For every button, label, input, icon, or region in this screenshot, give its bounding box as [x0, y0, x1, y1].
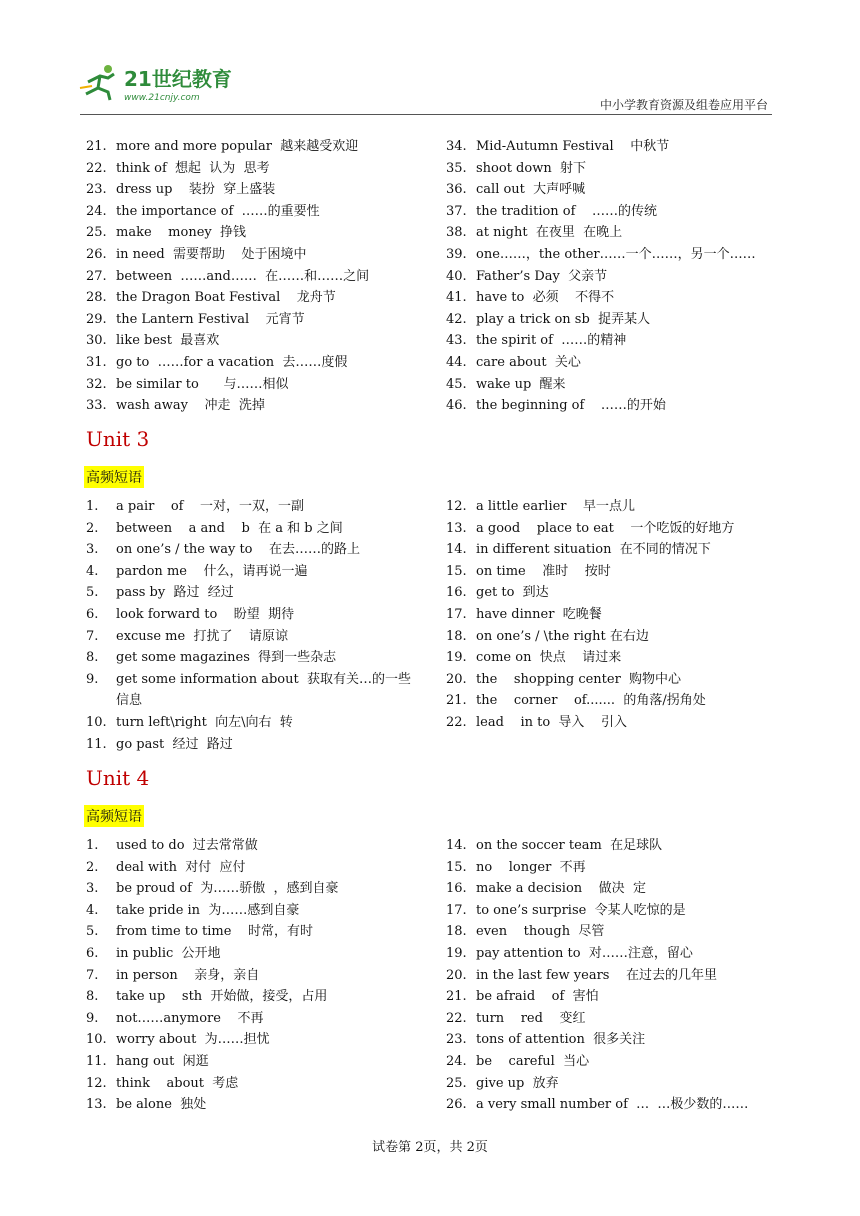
phrase-item [86, 266, 369, 288]
phrase-text: in need 需要帮助 处于困境中 [116, 246, 307, 262]
phrase-number: 42. [446, 311, 467, 327]
phrase-text: get some magazines 得到一些杂志 [116, 650, 337, 666]
phrase-text: between ……and…… 在……和……之间 [116, 268, 370, 284]
phrase-text: a little earlier 早一点儿 [476, 499, 636, 514]
unit3-left-column [86, 496, 416, 755]
phrase-text: care about 关心 [476, 354, 581, 370]
phrase-number: 24. [86, 203, 107, 219]
phrase-number: 29. [86, 311, 107, 327]
phrase-item [446, 878, 748, 900]
runner-icon [80, 65, 114, 100]
phrase-number: 38. [446, 225, 467, 241]
phrase-text: get some information about 获取有关…的一些信息 [116, 671, 411, 709]
unit3-right-column [446, 496, 734, 734]
phrase-number: 3. [86, 542, 99, 558]
phrase-number: 34. [446, 139, 467, 154]
phrase-number: 21. [86, 139, 107, 154]
phrase-number: 31. [86, 354, 107, 370]
phrase-text: on the soccer team 在足球队 [476, 838, 663, 853]
phrase-text: the shopping center 购物中心 [476, 671, 682, 687]
phrase-number: 14. [446, 838, 467, 853]
phrase-number: 25. [446, 1075, 467, 1091]
unit2-left-column [86, 136, 369, 417]
phrase-number: 30. [86, 333, 107, 349]
phrase-text: turn red 变红 [476, 1010, 586, 1026]
phrase-text: no longer 不再 [476, 859, 586, 875]
header-divider [80, 114, 772, 115]
phrase-text: in the last few years 在过去的几年里 [476, 967, 717, 983]
phrase-item [446, 244, 756, 266]
phrase-item [446, 857, 748, 879]
phrase-number: 23. [86, 182, 107, 198]
phrase-text: be careful 当心 [476, 1053, 590, 1069]
phrase-item [446, 374, 756, 396]
phrase-number: 26. [446, 1097, 467, 1113]
phrase-number: 18. [446, 924, 467, 940]
phrase-item [86, 287, 369, 309]
phrase-item [86, 1008, 339, 1030]
phrase-item [446, 539, 734, 561]
phrase-text: worry about 为……担忧 [116, 1032, 270, 1048]
phrase-item [446, 1051, 748, 1073]
unit3-title: Unit 3 [86, 427, 150, 451]
phrase-item [86, 965, 339, 987]
phrase-number: 26. [86, 246, 107, 262]
phrase-text: the Lantern Festival 元宵节 [116, 311, 305, 327]
phrase-number: 8. [86, 989, 99, 1005]
phrase-number: 4. [86, 902, 99, 918]
phrase-number: 22. [446, 1010, 467, 1026]
phrase-item [446, 136, 756, 158]
phrase-number: 44. [446, 354, 467, 370]
phrase-text: look forward to 盼望 期待 [116, 606, 295, 622]
phrase-text: have dinner 吃晚餐 [476, 606, 602, 622]
phrase-item [446, 626, 734, 648]
phrase-text: tons of attention 很多关注 [476, 1032, 646, 1048]
phrase-item [446, 604, 734, 626]
phrase-item [86, 734, 416, 756]
phrase-number: 37. [446, 203, 467, 219]
phrase-text: be similar to 与……相似 [116, 376, 289, 392]
phrase-item [446, 287, 756, 309]
phrase-number: 17. [446, 606, 467, 622]
phrase-text: at night 在夜里 在晚上 [476, 225, 623, 241]
phrase-item [86, 1051, 339, 1073]
phrase-item [86, 712, 416, 734]
phrase-text: be alone 独处 [116, 1097, 207, 1113]
phrase-item [86, 1029, 339, 1051]
phrase-number: 39. [446, 246, 467, 262]
phrase-text: in person 亲身，亲自 [116, 967, 260, 983]
phrase-number: 2. [86, 520, 99, 536]
phrase-text: think about 考虑 [116, 1075, 239, 1091]
phrase-number: 20. [446, 671, 467, 687]
phrase-item [86, 244, 369, 266]
phrase-number: 4. [86, 563, 99, 579]
phrase-text: in different situation 在不同的情况下 [476, 542, 711, 558]
phrase-text: excuse me 打扰了 请原谅 [116, 628, 288, 644]
phrase-item [446, 900, 748, 922]
phrase-text: the beginning of ……的开始 [476, 398, 666, 414]
phrase-item [86, 352, 369, 374]
phrase-item [446, 965, 748, 987]
phrase-item [446, 561, 734, 583]
phrase-number: 11. [86, 1053, 107, 1069]
phrase-text: the tradition of ……的传统 [476, 203, 657, 219]
phrase-number: 36. [446, 182, 467, 198]
phrase-text: play a trick on sb 捉弄某人 [476, 311, 651, 327]
phrase-text: take pride in 为……感到自豪 [116, 902, 300, 918]
phrase-item [86, 136, 369, 158]
phrase-number: 7. [86, 628, 99, 644]
phrase-text: on one’s / \the right 在右边 [476, 628, 649, 644]
phrase-item [446, 943, 748, 965]
phrase-item [446, 1073, 748, 1095]
phrase-item [446, 222, 756, 244]
phrase-text: on time 准时 按时 [476, 563, 611, 579]
page-header [0, 0, 860, 115]
phrase-text: deal with 对付 应付 [116, 859, 246, 875]
phrase-item [86, 539, 416, 561]
phrase-number: 9. [86, 671, 99, 687]
phrase-item [446, 158, 756, 180]
phrase-item [86, 395, 369, 417]
phrase-text: a pair of 一对，一双，一副 [116, 499, 305, 514]
phrase-item [86, 1073, 339, 1095]
phrase-item [446, 1094, 748, 1116]
phrase-text: from time to time 时常，有时 [116, 924, 313, 940]
phrase-item [86, 158, 369, 180]
phrase-number: 46. [446, 398, 467, 414]
phrase-text: one……，the other……一个……，另一个…… [476, 246, 756, 262]
phrase-item [446, 712, 734, 734]
logo-text: 21世纪教育 [124, 67, 232, 91]
phrase-item [86, 222, 369, 244]
phrase-number: 16. [446, 881, 467, 897]
phrase-text: come on 快点 请过来 [476, 650, 622, 666]
phrase-number: 1. [86, 838, 99, 853]
phrase-item [446, 647, 734, 669]
phrase-item [86, 921, 339, 943]
phrase-item [86, 986, 339, 1008]
phrase-text: go past 经过 路过 [116, 736, 233, 752]
phrase-number: 35. [446, 160, 467, 176]
phrase-item [446, 921, 748, 943]
phrase-item [86, 330, 369, 352]
phrase-number: 19. [446, 650, 467, 666]
phrase-text: pass by 路过 经过 [116, 585, 234, 601]
phrase-number: 32. [86, 376, 107, 392]
phrase-text: between a and b 在 a 和 b 之间 [116, 520, 343, 536]
phrase-number: 16. [446, 585, 467, 601]
phrase-number: 7. [86, 967, 99, 983]
phrase-number: 21. [446, 693, 467, 709]
phrase-item [86, 857, 339, 879]
phrase-text: get to 到达 [476, 585, 549, 601]
phrase-text: wake up 醒来 [476, 376, 566, 392]
phrase-number: 9. [86, 1010, 99, 1026]
unit4-right-column [446, 835, 748, 1116]
phrase-text: have to 必须 不得不 [476, 290, 615, 306]
unit4-tag: 高频短语 [84, 805, 144, 827]
phrase-item [86, 179, 369, 201]
phrase-item [446, 518, 734, 540]
phrase-number: 15. [446, 859, 467, 875]
phrase-text: Mid-Autumn Festival 中秋节 [476, 139, 670, 154]
logo-url: www.21cnjy.com [124, 93, 200, 103]
phrase-text: make a decision 做决 定 [476, 881, 646, 897]
phrase-number: 19. [446, 945, 467, 961]
phrase-item [446, 582, 734, 604]
phrase-item [446, 179, 756, 201]
phrase-item [86, 201, 369, 223]
phrase-item [86, 374, 369, 396]
phrase-item [446, 1008, 748, 1030]
phrase-number: 27. [86, 268, 107, 284]
phrase-item [86, 561, 416, 583]
phrase-text: dress up 装扮 穿上盛装 [116, 182, 276, 198]
phrase-number: 18. [446, 628, 467, 644]
phrase-item [446, 496, 734, 518]
phrase-number: 13. [86, 1097, 107, 1113]
phrase-text: hang out 闲逛 [116, 1053, 209, 1069]
phrase-number: 14. [446, 542, 467, 558]
phrase-item [86, 900, 339, 922]
phrase-number: 2. [86, 859, 99, 875]
phrase-number: 22. [446, 714, 467, 730]
phrase-number: 45. [446, 376, 467, 392]
phrase-number: 15. [446, 563, 467, 579]
phrase-item [446, 986, 748, 1008]
phrase-item [86, 1094, 339, 1116]
phrase-text: used to do 过去常常做 [116, 838, 258, 853]
phrase-text: more and more popular 越来越受欢迎 [116, 139, 359, 154]
phrase-item [86, 604, 416, 626]
phrase-item [446, 352, 756, 374]
phrase-text: be afraid of 害怕 [476, 989, 599, 1005]
phrase-text: the corner of....... 的角落/拐角处 [476, 693, 706, 709]
phrase-item [86, 309, 369, 331]
unit2-right-column [446, 136, 756, 417]
phrase-number: 6. [86, 945, 99, 961]
phrase-text: give up 放弃 [476, 1075, 559, 1091]
phrase-number: 20. [446, 967, 467, 983]
phrase-number: 24. [446, 1053, 467, 1069]
phrase-text: not……anymore 不再 [116, 1010, 264, 1026]
unit3-tag: 高频短语 [84, 466, 144, 488]
phrase-item [86, 496, 416, 518]
phrase-number: 1. [86, 499, 99, 514]
phrase-item [86, 582, 416, 604]
phrase-text: wash away 冲走 洗掉 [116, 398, 265, 414]
phrase-number: 23. [446, 1032, 467, 1048]
phrase-number: 5. [86, 924, 99, 940]
phrase-number: 43. [446, 333, 467, 349]
phrase-text: Father’s Day 父亲节 [476, 268, 608, 284]
phrase-item [86, 878, 339, 900]
phrase-text: in public 公开地 [116, 945, 221, 961]
phrase-number: 21. [446, 989, 467, 1005]
phrase-item [86, 669, 416, 712]
phrase-number: 41. [446, 290, 467, 306]
phrase-text: the Dragon Boat Festival 龙舟节 [116, 290, 336, 306]
phrase-number: 10. [86, 1032, 107, 1048]
phrase-text: lead in to 导入 引入 [476, 714, 627, 730]
site-logo [78, 62, 248, 104]
phrase-text: on one’s / the way to 在去……的路上 [116, 542, 361, 558]
phrase-item [446, 835, 748, 857]
phrase-item [446, 1029, 748, 1051]
phrase-text: pardon me 什么，请再说一遍 [116, 563, 308, 579]
phrase-text: to one’s surprise 令某人吃惊的是 [476, 902, 686, 918]
phrase-item [446, 266, 756, 288]
phrase-number: 17. [446, 902, 467, 918]
phrase-item [446, 690, 734, 712]
unit4-title: Unit 4 [86, 766, 150, 790]
phrase-item [446, 669, 734, 691]
phrase-number: 8. [86, 650, 99, 666]
phrase-item [446, 309, 756, 331]
phrase-text: the spirit of ……的精神 [476, 333, 627, 349]
phrase-number: 3. [86, 881, 99, 897]
phrase-text: turn left\right 向左\向右 转 [116, 714, 293, 730]
phrase-number: 33. [86, 398, 107, 414]
phrase-text: a very small number of … …极少数的…… [476, 1097, 749, 1113]
phrase-number: 10. [86, 714, 107, 730]
phrase-number: 40. [446, 268, 467, 284]
phrase-item [446, 201, 756, 223]
phrase-text: go to ……for a vacation 去……度假 [116, 354, 348, 370]
phrase-number: 12. [86, 1075, 107, 1091]
phrase-item [86, 943, 339, 965]
phrase-text: a good place to eat 一个吃饭的好地方 [476, 520, 735, 536]
phrase-number: 28. [86, 290, 107, 306]
phrase-item [86, 835, 339, 857]
phrase-item [86, 626, 416, 648]
phrase-text: like best 最喜欢 [116, 333, 220, 349]
phrase-text: think of 想起 认为 思考 [116, 160, 270, 176]
phrase-item [86, 647, 416, 669]
phrase-text: the importance of ……的重要性 [116, 203, 320, 219]
phrase-text: even though 尽管 [476, 924, 605, 940]
phrase-number: 5. [86, 585, 99, 601]
phrase-item [86, 518, 416, 540]
unit4-left-column [86, 835, 339, 1116]
phrase-text: make money 挣钱 [116, 225, 247, 241]
phrase-number: 25. [86, 225, 107, 241]
phrase-text: call out 大声呼喊 [476, 182, 586, 198]
phrase-text: be proud of 为……骄傲 ，感到自豪 [116, 881, 339, 897]
phrase-item [446, 395, 756, 417]
page-footer: 试卷第 2页，共 2页 [372, 1140, 488, 1155]
phrase-number: 22. [86, 160, 107, 176]
phrase-number: 6. [86, 606, 99, 622]
phrase-number: 12. [446, 499, 467, 514]
phrase-number: 13. [446, 520, 467, 536]
site-name: 中小学教育资源及组卷应用平台 [599, 98, 768, 112]
phrase-text: shoot down 射下 [476, 160, 586, 176]
phrase-number: 11. [86, 736, 107, 752]
phrase-text: pay attention to 对……注意，留心 [476, 945, 693, 961]
phrase-text: take up sth 开始做，接受，占用 [116, 989, 328, 1005]
phrase-item [446, 330, 756, 352]
